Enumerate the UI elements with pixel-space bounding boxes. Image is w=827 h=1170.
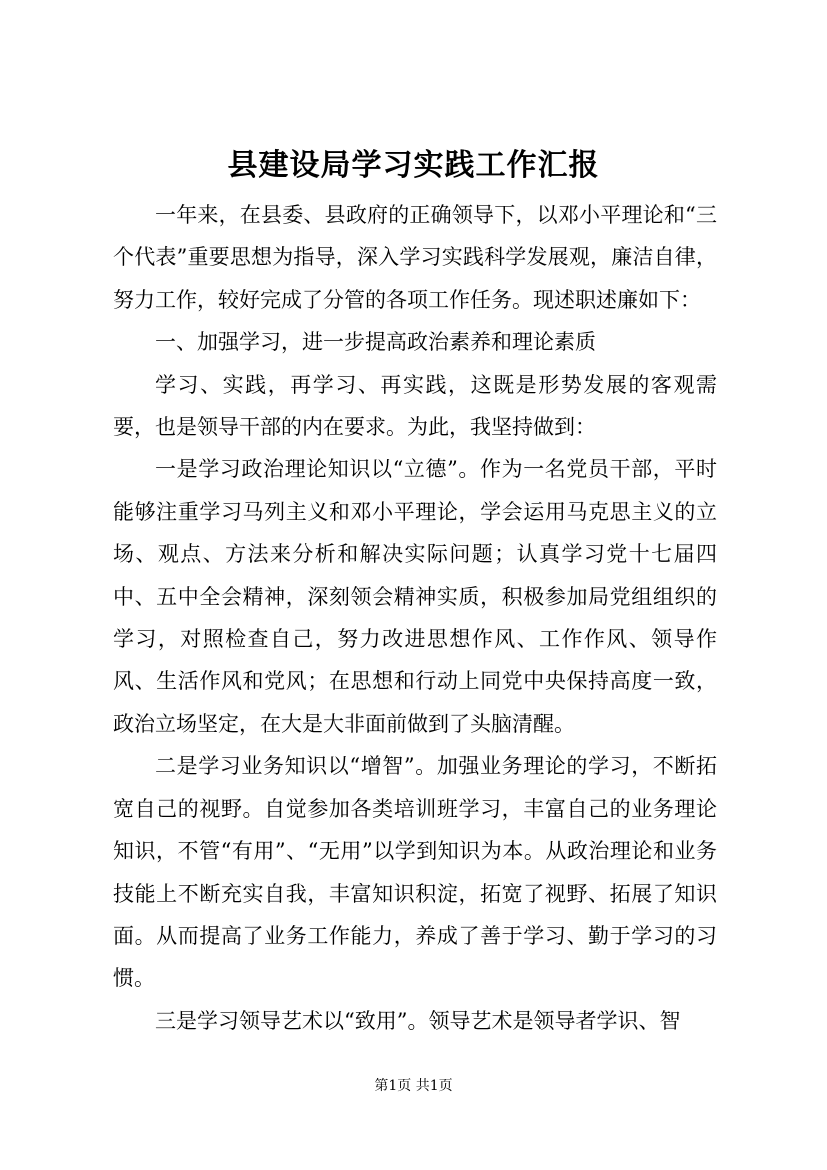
page-number-footer: 第1页 共1页 [374, 1078, 453, 1094]
document-body [113, 194, 717, 1042]
paragraph: 三是学习领导艺术以“致用”。领导艺术是领导者学识、智 [155, 1008, 681, 1033]
paragraph: 一是学习政治理论知识以“立德”。作为一名党员干部，平时能够注重学习马列主义和邓小平理论，学会运用马克思主义的立场、观点、方法来分析和解决实际问题；认真学习党十七届四中、五中全会精神，深刻领会精神实质，积极参加局党组组织的学习，对照检查自己，努力改进思想作风、工作作风、领导作风、生活作风和党风；在思想和行动上同党中央保持高度一致，政治立场坚定，在大是大非面前做到了头脑清醒。 [113, 457, 717, 736]
section-heading: 一、加强学习，进一步提高政治素养和理论素质 [155, 330, 596, 355]
paragraph: 学习、实践，再学习、再实践，这既是形势发展的客观需要，也是领导干部的内在要求。为此，我坚持做到： [113, 372, 717, 440]
page-title: 县建设局学习实践工作汇报 [227, 148, 600, 183]
paragraph-intro: 一年来，在县委、县政府的正确领导下，以邓小平理论和“三个代表”重要思想为指导，深入学习实践科学发展观，廉洁自律，努力工作，较好完成了分管的各项工作任务。现述职述廉如下： [113, 203, 717, 312]
paragraph: 二是学习业务知识以“增智”。加强业务理论的学习，不断拓宽自己的视野。自觉参加各类培训班学习，丰富自己的业务理论知识，不管“有用”、“无用”以学到知识为本。从政治理论和业务技能上不断充实自我，丰富知识积淀，拓宽了视野、拓展了知识面。从而提高了业务工作能力，养成了善于学习、勤于学习的习惯。 [113, 754, 717, 991]
